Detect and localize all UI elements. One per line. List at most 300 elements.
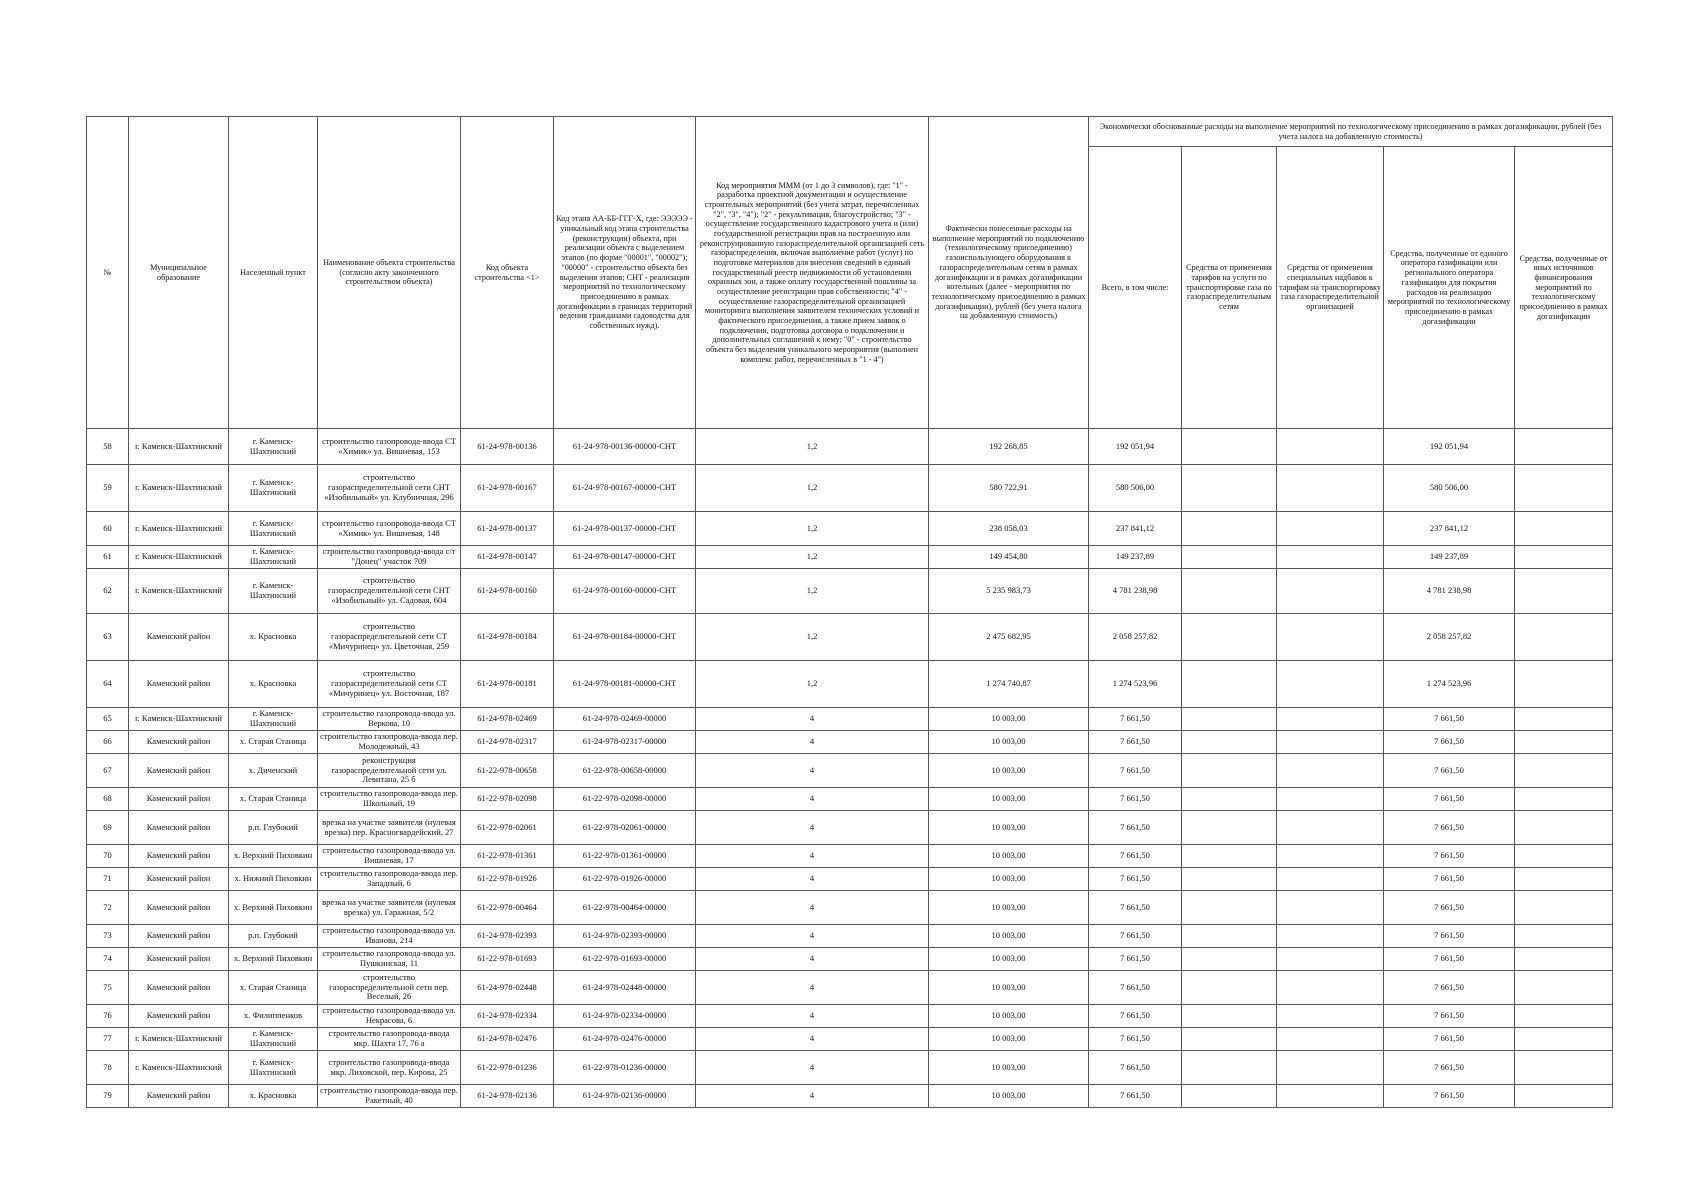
cell-no: 78 <box>87 1051 129 1085</box>
cell-surcharge-funds <box>1277 971 1384 1005</box>
header-no: № <box>87 117 129 429</box>
cell-stage-code: 61-22-978-01361-00000 <box>554 845 696 868</box>
cell-operator-funds: 1 274 523,96 <box>1384 661 1515 708</box>
cell-total: 192 051,94 <box>1089 429 1182 465</box>
cell-measure-code: 4 <box>696 788 929 811</box>
cell-other-funds <box>1515 569 1613 614</box>
cell-measure-code: 4 <box>696 891 929 925</box>
cell-settlement: х. Нижний Пиховкин <box>229 868 318 891</box>
table-row <box>87 811 1613 845</box>
cell-operator-funds: 237 841,12 <box>1384 512 1515 546</box>
cell-other-funds <box>1515 731 1613 754</box>
cell-total: 7 661,50 <box>1089 925 1182 948</box>
cell-surcharge-funds <box>1277 731 1384 754</box>
cell-object-code: 61-22-978-01236 <box>461 1051 554 1085</box>
cell-surcharge-funds <box>1277 465 1384 512</box>
cell-object-code: 61-24-978-02136 <box>461 1085 554 1108</box>
cell-object-code: 61-22-978-01693 <box>461 948 554 971</box>
cell-total: 7 661,50 <box>1089 754 1182 788</box>
cell-actual-costs: 5 235 983,73 <box>929 569 1089 614</box>
cell-settlement: х. Красновка <box>229 614 318 661</box>
cell-surcharge-funds <box>1277 429 1384 465</box>
cell-municipality: г. Каменск-Шахтинский <box>129 512 229 546</box>
cell-operator-funds: 192 051,94 <box>1384 429 1515 465</box>
cell-total: 7 661,50 <box>1089 731 1182 754</box>
cell-object-code: 61-22-978-00464 <box>461 891 554 925</box>
cell-actual-costs: 10 003,00 <box>929 1051 1089 1085</box>
cell-object-code: 61-24-978-02334 <box>461 1005 554 1028</box>
cell-object-name: строительство газопровода-ввода СТ «Химик» ул. Вишневая, 153 <box>318 429 461 465</box>
cell-stage-code: 61-24-978-00160-00000-СНТ <box>554 569 696 614</box>
cell-tariff-funds <box>1182 845 1277 868</box>
cell-actual-costs: 192 268,85 <box>929 429 1089 465</box>
cell-object-code: 61-24-978-00160 <box>461 569 554 614</box>
cell-measure-code: 4 <box>696 708 929 731</box>
cell-stage-code: 61-24-978-02469-00000 <box>554 708 696 731</box>
cell-measure-code: 4 <box>696 845 929 868</box>
cell-surcharge-funds <box>1277 1085 1384 1108</box>
cell-total: 7 661,50 <box>1089 708 1182 731</box>
header-tariff-funds: Средства от применения тарифов на услуги по транспортировке газа по газораспределительным сетям <box>1182 147 1277 429</box>
cell-stage-code: 61-24-978-02317-00000 <box>554 731 696 754</box>
cell-stage-code: 61-24-978-02476-00000 <box>554 1028 696 1051</box>
cell-no: 59 <box>87 465 129 512</box>
table-row <box>87 429 1613 465</box>
cell-actual-costs: 10 003,00 <box>929 891 1089 925</box>
cell-stage-code: 61-24-978-02393-00000 <box>554 925 696 948</box>
cell-tariff-funds <box>1182 754 1277 788</box>
cell-settlement: г. Каменск-Шахтинский <box>229 429 318 465</box>
cell-surcharge-funds <box>1277 1005 1384 1028</box>
cell-object-code: 61-24-978-02469 <box>461 708 554 731</box>
cell-measure-code: 1,2 <box>696 429 929 465</box>
cell-object-name: строительство газораспределительной сети СНТ «Изобильный» ул. Садовая, 604 <box>318 569 461 614</box>
cell-no: 68 <box>87 788 129 811</box>
cell-settlement: х. Старая Станица <box>229 971 318 1005</box>
cell-no: 69 <box>87 811 129 845</box>
cell-operator-funds: 4 781 238,98 <box>1384 569 1515 614</box>
cell-object-code: 61-24-978-02393 <box>461 925 554 948</box>
cell-settlement: г. Каменск-Шахтинский <box>229 546 318 569</box>
cell-operator-funds: 7 661,50 <box>1384 811 1515 845</box>
cell-tariff-funds <box>1182 971 1277 1005</box>
cell-settlement: х. Верхний Пиховкин <box>229 891 318 925</box>
cell-stage-code: 61-24-978-00147-00000-СНТ <box>554 546 696 569</box>
cell-object-name: строительство газопровода-ввода пер. Молодежный, 43 <box>318 731 461 754</box>
cell-other-funds <box>1515 512 1613 546</box>
cell-operator-funds: 7 661,50 <box>1384 708 1515 731</box>
cell-municipality: Каменский район <box>129 731 229 754</box>
cell-tariff-funds <box>1182 546 1277 569</box>
cell-object-code: 61-22-978-01361 <box>461 845 554 868</box>
cell-object-code: 61-22-978-02061 <box>461 811 554 845</box>
cell-other-funds <box>1515 661 1613 708</box>
cell-total: 237 841,12 <box>1089 512 1182 546</box>
cell-surcharge-funds <box>1277 1028 1384 1051</box>
cell-object-name: строительство газопровода-ввода ул. Пушкинская, 11 <box>318 948 461 971</box>
table-row <box>87 731 1613 754</box>
cell-tariff-funds <box>1182 868 1277 891</box>
cell-object-code: 61-24-978-02317 <box>461 731 554 754</box>
cell-surcharge-funds <box>1277 948 1384 971</box>
header-actual-costs: Фактически понесенные расходы на выполнение мероприятий по подключению (технологическому присоединению) газоиспользующего оборудования к газораспределительным сетям в рамках догазификации и в рамках догазификации котельных (далее - мероприятия по технологическому присоединению в рамках догазификации), рублей (без учета налога на добавленную стоимость) <box>929 117 1089 429</box>
cell-object-name: строительство газопровода-ввода пер. Западный, 6 <box>318 868 461 891</box>
cell-surcharge-funds <box>1277 891 1384 925</box>
cell-object-name: врезка на участке заявителя (нулевая врезка) пер. Красногвардейский, 27 <box>318 811 461 845</box>
cell-stage-code: 61-22-978-02061-00000 <box>554 811 696 845</box>
cell-tariff-funds <box>1182 569 1277 614</box>
header-measure-code: Код мероприятия МММ (от 1 до 3 символов), где: "1" - разработка проектной документации и осуществление строительных мероприятий (без учета затрат, перечисленных "2", "3", "4"); "2" - рекультивация, благоустройство; "3" - осуществление государственного кадастрового учета и (или) государственной регистрации прав на построенную или реконструированную газораспределительной организацией сеть газораспределения, включая выполнение работ (услуг) по подготовке материалов для внесения сведений в единый государственный реестр недвижимости об установлении охранных зон, а также оплату государственной пошлины за осуществление регистрации прав собственности; "4" - осуществление газораспределительной организацией мониторинга выполнения заявителем технических условий и фактического присоединения, а также прием заявок о подключении, подготовка договора о подключении и дополнительных соглашений к нему; "0" - строительство объекта без выделения уникального мероприятия (выполнен комплекс работ, перечисленных в "1 - 4") <box>696 117 929 429</box>
cell-settlement: г. Каменск-Шахтинский <box>229 1028 318 1051</box>
cell-municipality: Каменский район <box>129 754 229 788</box>
cell-total: 7 661,50 <box>1089 811 1182 845</box>
cell-municipality: Каменский район <box>129 614 229 661</box>
cell-total: 149 237,89 <box>1089 546 1182 569</box>
cell-tariff-funds <box>1182 429 1277 465</box>
cell-settlement: р.п. Глубокий <box>229 811 318 845</box>
cell-total: 580 506,00 <box>1089 465 1182 512</box>
cell-operator-funds: 7 661,50 <box>1384 845 1515 868</box>
cell-other-funds <box>1515 1051 1613 1085</box>
cell-measure-code: 4 <box>696 925 929 948</box>
cell-no: 63 <box>87 614 129 661</box>
cell-settlement: х. Верхний Пиховкин <box>229 948 318 971</box>
cell-tariff-funds <box>1182 661 1277 708</box>
cell-surcharge-funds <box>1277 661 1384 708</box>
header-settlement: Населенный пункт <box>229 117 318 429</box>
cell-actual-costs: 1 274 740,87 <box>929 661 1089 708</box>
cell-total: 7 661,50 <box>1089 845 1182 868</box>
cell-object-code: 61-24-978-00137 <box>461 512 554 546</box>
cell-tariff-funds <box>1182 1028 1277 1051</box>
cell-total: 7 661,50 <box>1089 1005 1182 1028</box>
cell-total: 7 661,50 <box>1089 948 1182 971</box>
cell-stage-code: 61-24-978-00184-00000-СНТ <box>554 614 696 661</box>
cell-measure-code: 1,2 <box>696 569 929 614</box>
cell-object-code: 61-22-978-02098 <box>461 788 554 811</box>
cell-measure-code: 4 <box>696 1051 929 1085</box>
table-row <box>87 788 1613 811</box>
table-row <box>87 465 1613 512</box>
table-row <box>87 1051 1613 1085</box>
cell-stage-code: 61-22-978-01236-00000 <box>554 1051 696 1085</box>
cell-settlement: р.п. Глубокий <box>229 925 318 948</box>
cell-total: 7 661,50 <box>1089 1028 1182 1051</box>
cell-surcharge-funds <box>1277 708 1384 731</box>
cell-object-code: 61-22-978-00658 <box>461 754 554 788</box>
cell-object-name: строительство газопровода-ввода пер. Школьный, 19 <box>318 788 461 811</box>
cell-measure-code: 4 <box>696 948 929 971</box>
cell-stage-code: 61-22-978-00464-00000 <box>554 891 696 925</box>
cell-tariff-funds <box>1182 614 1277 661</box>
cell-operator-funds: 7 661,50 <box>1384 948 1515 971</box>
cell-other-funds <box>1515 754 1613 788</box>
header-municipality: Муниципальное образование <box>129 117 229 429</box>
cell-no: 77 <box>87 1028 129 1051</box>
header-econ-group: Экономически обоснованные расходы на выполнение мероприятий по технологическому присоединению в рамках догазификации, рублей (без учета налога на добавленную стоимость) <box>1089 117 1613 147</box>
table-row <box>87 708 1613 731</box>
cell-object-code: 61-22-978-01926 <box>461 868 554 891</box>
cell-surcharge-funds <box>1277 546 1384 569</box>
cell-measure-code: 1,2 <box>696 512 929 546</box>
cell-settlement: г. Каменск-Шахтинский <box>229 1051 318 1085</box>
dogazification-table <box>86 116 1613 1108</box>
table-row <box>87 925 1613 948</box>
cell-stage-code: 61-24-978-00167-00000-СНТ <box>554 465 696 512</box>
table-row <box>87 845 1613 868</box>
table-row <box>87 614 1613 661</box>
cell-measure-code: 1,2 <box>696 465 929 512</box>
cell-no: 75 <box>87 971 129 1005</box>
table-row <box>87 948 1613 971</box>
cell-measure-code: 4 <box>696 731 929 754</box>
cell-total: 7 661,50 <box>1089 788 1182 811</box>
cell-measure-code: 1,2 <box>696 661 929 708</box>
cell-other-funds <box>1515 845 1613 868</box>
cell-stage-code: 61-24-978-02136-00000 <box>554 1085 696 1108</box>
cell-actual-costs: 10 003,00 <box>929 845 1089 868</box>
cell-operator-funds: 7 661,50 <box>1384 1051 1515 1085</box>
cell-surcharge-funds <box>1277 569 1384 614</box>
table-row <box>87 1005 1613 1028</box>
cell-no: 64 <box>87 661 129 708</box>
table-row <box>87 569 1613 614</box>
cell-total: 2 058 257,82 <box>1089 614 1182 661</box>
cell-object-name: строительство газопровода-ввода ул. Вишневая, 17 <box>318 845 461 868</box>
cell-no: 65 <box>87 708 129 731</box>
cell-operator-funds: 2 058 257,82 <box>1384 614 1515 661</box>
cell-no: 66 <box>87 731 129 754</box>
cell-surcharge-funds <box>1277 811 1384 845</box>
table-header <box>87 117 1613 429</box>
cell-operator-funds: 149 237,89 <box>1384 546 1515 569</box>
cell-tariff-funds <box>1182 1085 1277 1108</box>
table-row <box>87 1028 1613 1051</box>
cell-measure-code: 4 <box>696 811 929 845</box>
cell-total: 7 661,50 <box>1089 971 1182 1005</box>
cell-other-funds <box>1515 868 1613 891</box>
cell-actual-costs: 10 003,00 <box>929 731 1089 754</box>
cell-actual-costs: 10 003,00 <box>929 754 1089 788</box>
cell-object-name: строительство газопровода-ввода ул. Некрасова, 6 <box>318 1005 461 1028</box>
cell-actual-costs: 149 454,80 <box>929 546 1089 569</box>
cell-object-name: строительство газопровода-ввода ул. Веркова, 10 <box>318 708 461 731</box>
cell-other-funds <box>1515 614 1613 661</box>
cell-other-funds <box>1515 1085 1613 1108</box>
cell-actual-costs: 238 058,03 <box>929 512 1089 546</box>
header-stage-code: Код этапа АА-ББ-ГГГ-Х, где: ЭЭЭЭЭ - уникальный код этапа строительства (реконструкции) объекта, при реализации объекта с выделением этапов (по форме "00001", "00002"); "00000" - строительство объекта без выделения этапов; СНТ - реализация мероприятий по технологическому присоединению в рамках догазификации в границах территорий ведения гражданами садоводства для собственных нужд). <box>554 117 696 429</box>
cell-object-name: строительство газопровода-ввода пер. Ракетный, 40 <box>318 1085 461 1108</box>
cell-operator-funds: 7 661,50 <box>1384 731 1515 754</box>
cell-no: 74 <box>87 948 129 971</box>
table-row <box>87 546 1613 569</box>
cell-object-name: строительство газопровода-ввода СТ «Химик» ул. Вишневая, 148 <box>318 512 461 546</box>
cell-no: 76 <box>87 1005 129 1028</box>
header-total: Всего, в том числе: <box>1089 147 1182 429</box>
cell-operator-funds: 580 506,00 <box>1384 465 1515 512</box>
cell-municipality: г. Каменск-Шахтинский <box>129 465 229 512</box>
header-operator-funds: Средства, полученные от единого оператора газификации или регионального оператора газификации для покрытия расходов на реализацию мероприятий по технологическому присоединению в рамках догазификации <box>1384 147 1515 429</box>
cell-object-name: реконструкция газораспределительной сети ул. Левитана, 25 б <box>318 754 461 788</box>
cell-operator-funds: 7 661,50 <box>1384 754 1515 788</box>
cell-surcharge-funds <box>1277 788 1384 811</box>
cell-other-funds <box>1515 1005 1613 1028</box>
cell-stage-code: 61-22-978-00658-00000 <box>554 754 696 788</box>
cell-surcharge-funds <box>1277 1051 1384 1085</box>
cell-actual-costs: 10 003,00 <box>929 971 1089 1005</box>
table-row <box>87 868 1613 891</box>
cell-surcharge-funds <box>1277 845 1384 868</box>
cell-municipality: г. Каменск-Шахтинский <box>129 1028 229 1051</box>
cell-measure-code: 4 <box>696 1028 929 1051</box>
cell-settlement: х. Старая Станица <box>229 788 318 811</box>
cell-tariff-funds <box>1182 465 1277 512</box>
cell-municipality: г. Каменск-Шахтинский <box>129 1051 229 1085</box>
cell-measure-code: 4 <box>696 971 929 1005</box>
cell-no: 70 <box>87 845 129 868</box>
cell-stage-code: 61-22-978-01926-00000 <box>554 868 696 891</box>
cell-municipality: Каменский район <box>129 845 229 868</box>
cell-municipality: Каменский район <box>129 1005 229 1028</box>
cell-other-funds <box>1515 429 1613 465</box>
cell-measure-code: 4 <box>696 1085 929 1108</box>
cell-no: 79 <box>87 1085 129 1108</box>
cell-no: 72 <box>87 891 129 925</box>
table-body <box>87 429 1613 1108</box>
cell-settlement: х. Верхний Пиховкин <box>229 845 318 868</box>
cell-municipality: Каменский район <box>129 868 229 891</box>
cell-surcharge-funds <box>1277 754 1384 788</box>
header-object-code: Код объекта строительства <1> <box>461 117 554 429</box>
cell-municipality: Каменский район <box>129 925 229 948</box>
cell-operator-funds: 7 661,50 <box>1384 1028 1515 1051</box>
cell-object-name: строительство газораспределительной сети СНТ «Изобильный» ул. Клубничная, 296 <box>318 465 461 512</box>
cell-object-name: врезка на участке заявителя (нулевая врезка) ул. Гаражная, 5/2 <box>318 891 461 925</box>
cell-stage-code: 61-24-978-00136-00000-СНТ <box>554 429 696 465</box>
cell-measure-code: 4 <box>696 868 929 891</box>
cell-object-code: 61-24-978-00147 <box>461 546 554 569</box>
cell-actual-costs: 10 003,00 <box>929 1005 1089 1028</box>
cell-object-name: строительство газораспределительной сети пер. Веселый, 26 <box>318 971 461 1005</box>
cell-surcharge-funds <box>1277 512 1384 546</box>
cell-actual-costs: 10 003,00 <box>929 788 1089 811</box>
cell-actual-costs: 580 722,91 <box>929 465 1089 512</box>
cell-stage-code: 61-24-978-02448-00000 <box>554 971 696 1005</box>
cell-other-funds <box>1515 948 1613 971</box>
cell-tariff-funds <box>1182 811 1277 845</box>
cell-object-code: 61-24-978-00167 <box>461 465 554 512</box>
cell-no: 73 <box>87 925 129 948</box>
cell-municipality: Каменский район <box>129 948 229 971</box>
cell-municipality: Каменский район <box>129 891 229 925</box>
cell-object-code: 61-24-978-00136 <box>461 429 554 465</box>
cell-no: 62 <box>87 569 129 614</box>
cell-no: 61 <box>87 546 129 569</box>
cell-surcharge-funds <box>1277 868 1384 891</box>
cell-settlement: х. Филиппенков <box>229 1005 318 1028</box>
cell-object-name: строительство газопровода-ввода мкр. Шахта 17, 76 а <box>318 1028 461 1051</box>
cell-surcharge-funds <box>1277 614 1384 661</box>
cell-municipality: г. Каменск-Шахтинский <box>129 708 229 731</box>
cell-stage-code: 61-24-978-00181-00000-СНТ <box>554 661 696 708</box>
cell-other-funds <box>1515 811 1613 845</box>
cell-tariff-funds <box>1182 925 1277 948</box>
cell-actual-costs: 10 003,00 <box>929 868 1089 891</box>
cell-tariff-funds <box>1182 891 1277 925</box>
header-surcharge-funds: Средства от применения специальных надбавок к тарифам на транспортировку газа газораспределительной организацией <box>1277 147 1384 429</box>
cell-settlement: г. Каменск-Шахтинский <box>229 708 318 731</box>
cell-other-funds <box>1515 465 1613 512</box>
cell-stage-code: 61-24-978-02334-00000 <box>554 1005 696 1028</box>
cell-stage-code: 61-24-978-00137-00000-СНТ <box>554 512 696 546</box>
cell-tariff-funds <box>1182 788 1277 811</box>
cell-tariff-funds <box>1182 731 1277 754</box>
cell-actual-costs: 10 003,00 <box>929 811 1089 845</box>
cell-settlement: г. Каменск-Шахтинский <box>229 512 318 546</box>
cell-settlement: г. Каменск-Шахтинский <box>229 465 318 512</box>
cell-measure-code: 1,2 <box>696 614 929 661</box>
cell-actual-costs: 10 003,00 <box>929 708 1089 731</box>
cell-stage-code: 61-22-978-01693-00000 <box>554 948 696 971</box>
cell-object-code: 61-24-978-02476 <box>461 1028 554 1051</box>
cell-stage-code: 61-22-978-02098-00000 <box>554 788 696 811</box>
cell-settlement: х. Старая Станица <box>229 731 318 754</box>
cell-actual-costs: 10 003,00 <box>929 925 1089 948</box>
cell-municipality: Каменский район <box>129 1085 229 1108</box>
cell-municipality: Каменский район <box>129 661 229 708</box>
cell-other-funds <box>1515 1028 1613 1051</box>
cell-surcharge-funds <box>1277 925 1384 948</box>
cell-tariff-funds <box>1182 708 1277 731</box>
cell-total: 1 274 523,96 <box>1089 661 1182 708</box>
cell-tariff-funds <box>1182 1005 1277 1028</box>
table-row <box>87 1085 1613 1108</box>
cell-no: 58 <box>87 429 129 465</box>
cell-other-funds <box>1515 788 1613 811</box>
cell-actual-costs: 10 003,00 <box>929 1085 1089 1108</box>
cell-settlement: х. Диченский <box>229 754 318 788</box>
cell-measure-code: 1,2 <box>696 546 929 569</box>
cell-municipality: г. Каменск-Шахтинский <box>129 429 229 465</box>
header-other-funds: Средства, полученные от иных источников финансирования мероприятий по технологическому присоединению в рамках догазификации <box>1515 147 1613 429</box>
cell-actual-costs: 2 475 682,95 <box>929 614 1089 661</box>
cell-object-code: 61-24-978-00184 <box>461 614 554 661</box>
cell-other-funds <box>1515 891 1613 925</box>
cell-municipality: Каменский район <box>129 788 229 811</box>
cell-other-funds <box>1515 971 1613 1005</box>
cell-object-name: строительство газораспределительной сети СТ «Мичуринец» ул. Восточная, 187 <box>318 661 461 708</box>
cell-settlement: х. Красновка <box>229 661 318 708</box>
cell-total: 4 781 238,98 <box>1089 569 1182 614</box>
table-row <box>87 891 1613 925</box>
cell-tariff-funds <box>1182 1051 1277 1085</box>
cell-no: 60 <box>87 512 129 546</box>
cell-measure-code: 4 <box>696 1005 929 1028</box>
cell-settlement: х. Красновка <box>229 1085 318 1108</box>
cell-total: 7 661,50 <box>1089 891 1182 925</box>
cell-tariff-funds <box>1182 512 1277 546</box>
cell-municipality: Каменский район <box>129 811 229 845</box>
table-row <box>87 512 1613 546</box>
cell-total: 7 661,50 <box>1089 868 1182 891</box>
cell-measure-code: 4 <box>696 754 929 788</box>
cell-tariff-funds <box>1182 948 1277 971</box>
cell-municipality: г. Каменск-Шахтинский <box>129 569 229 614</box>
table-row <box>87 754 1613 788</box>
cell-actual-costs: 10 003,00 <box>929 948 1089 971</box>
header-object-name: Наименование объекта строительства (согласно акту законченного строительством объекта) <box>318 117 461 429</box>
cell-settlement: г. Каменск-Шахтинский <box>229 569 318 614</box>
